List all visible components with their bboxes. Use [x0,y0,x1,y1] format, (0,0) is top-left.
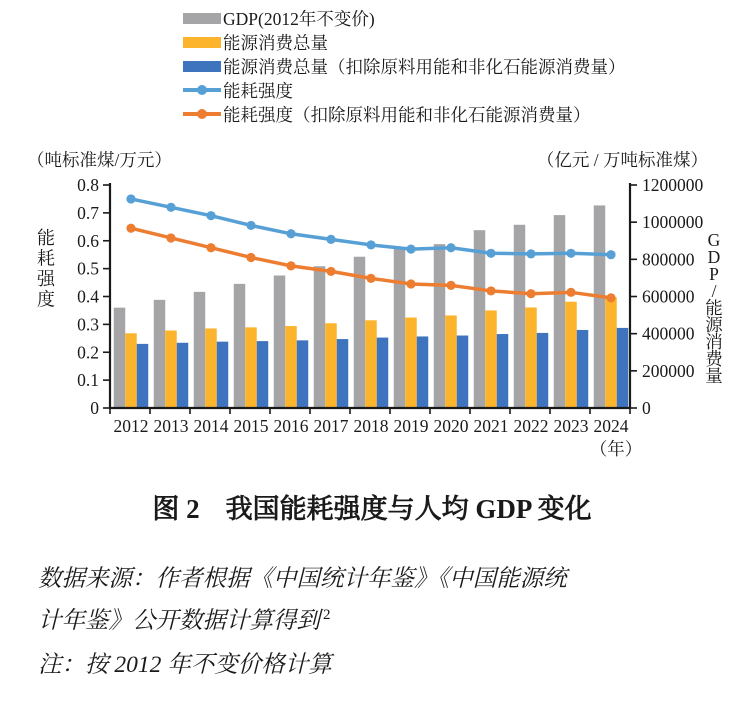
bar-2018 [354,257,366,408]
left-axis-tick-label: 0.5 [77,258,99,279]
bar-2021 [474,230,486,408]
footnote-marker: 2 [323,607,331,623]
left-axis-tick-label: 0.3 [77,314,99,335]
legend-item-label: GDP(2012年不变价) [223,8,375,29]
line-marker-dot [446,243,455,252]
bar-2019 [405,317,417,408]
line-marker-dot [486,249,495,258]
legend-item [183,78,626,102]
right-axis-tick-label: 0 [642,398,651,418]
line-marker-dot [486,286,495,295]
bar-2017 [337,339,349,408]
right-axis-tick-label: 600000 [642,286,695,307]
left-axis-tick-label: 0.6 [77,230,99,251]
bar-2020 [457,336,469,408]
bar-2024 [617,328,629,408]
figure-number: 图 2 [152,494,200,524]
x-axis-year-label: 2013 [153,416,189,436]
bar-2017 [325,323,337,408]
bar-2015 [257,341,269,408]
bar-2015 [234,284,246,408]
line-marker-dot [126,224,135,233]
figure-title: 我国能耗强度与人均 GDP 变化 [225,494,592,524]
legend-marker-dot-icon [197,109,207,119]
bar-2024 [594,205,606,408]
left-axis-tick-label: 0 [90,398,99,418]
line-marker-dot [286,261,295,270]
x-axis-year-label: 2012 [113,416,149,436]
line-marker-dot [566,249,575,258]
bar-2014 [205,328,217,408]
line-marker-dot [166,203,175,212]
left-axis-tick-label: 0.8 [77,175,99,195]
bar-2018 [365,320,377,408]
line-marker-dot [406,245,415,254]
source-line-1: 数据来源：作者根据《中国统计年鉴》《中国能源统 [38,566,567,592]
bar-2012 [114,308,126,408]
line-marker-dot [446,281,455,290]
bar-2019 [417,336,429,408]
x-axis-unit-label: （年） [589,439,643,459]
bar-2021 [485,310,497,408]
bar-2015 [245,327,257,408]
legend-line-swatch-icon [183,112,221,116]
left-axis-title-char: 度 [37,289,55,310]
data-source-text [38,561,718,639]
x-axis-year-label: 2018 [353,416,389,436]
x-axis-year-label: 2022 [513,416,549,436]
bar-2023 [565,302,577,408]
right-axis-tick-label: 1000000 [642,212,704,233]
bar-2021 [497,334,509,408]
bar-2022 [537,333,549,408]
line-marker-dot [526,249,535,258]
right-axis-title-char: G [707,230,721,250]
right-axis-tick-label: 1200000 [642,175,704,195]
left-axis-title-char: 强 [37,269,55,289]
left-axis-tick-label: 0.1 [77,370,99,391]
bar-2020 [445,315,457,408]
bar-2014 [194,292,206,408]
left-axis-tick-label: 0.2 [77,342,99,363]
legend-item-label: 能耗强度（扣除原料用能和非化石能源消费量） [223,104,591,125]
chart-canvas [0,148,744,463]
x-axis-year-label: 2017 [313,416,349,436]
bar-2019 [394,248,406,408]
bar-2017 [314,266,326,408]
legend-item-label: 能源消费总量 [223,32,328,53]
line-marker-dot [366,274,375,283]
x-axis-year-label: 2024 [593,416,629,436]
line-marker-dot [246,221,255,230]
chart-legend [183,6,626,126]
legend-line-swatch-icon [183,88,221,92]
right-axis-title-char: 能 [705,298,723,318]
x-axis-year-label: 2015 [233,416,269,436]
bar-2013 [177,343,189,408]
right-axis-tick-label: 200000 [642,360,695,381]
line-marker-dot [166,233,175,242]
line-marker-dot [326,267,335,276]
bar-2012 [125,333,137,408]
right-axis-title-char: / [711,281,717,301]
legend-item [183,30,626,54]
line-marker-dot [126,194,135,203]
line-marker-dot [526,289,535,298]
note-text: 注：按 2012 年不变价格计算 [38,652,332,678]
bar-2014 [217,342,229,408]
bar-2016 [285,326,297,408]
right-axis-title-char: 消 [705,332,723,352]
line-marker-dot [206,243,215,252]
right-axis-title-char: 费 [705,349,723,369]
right-axis-tick-label: 800000 [642,249,695,270]
bar-2013 [165,331,177,408]
legend-bar-swatch-icon [183,13,221,24]
bar-2023 [577,330,589,408]
right-axis-title-char: 源 [705,315,723,335]
line-marker-dot [366,240,375,249]
left-axis-title-char: 耗 [37,248,55,269]
x-axis-year-label: 2020 [433,416,469,436]
line-marker-dot [406,279,415,288]
bar-2024 [605,297,617,408]
left-axis-title-char: 能 [37,228,55,248]
line-marker-dot [286,229,295,238]
x-axis-year-label: 2019 [393,416,429,436]
line-marker-dot [606,293,615,302]
left-axis-tick-label: 0.4 [77,286,99,307]
line-marker-dot [246,253,255,262]
bar-2020 [434,244,446,408]
x-axis-year-label: 2021 [473,416,509,436]
legend-bar-swatch-icon [183,37,221,48]
legend-item-label: 能源消费总量（扣除原料用能和非化石能源消费量） [223,56,626,77]
legend-item-label: 能耗强度 [223,80,293,101]
legend-item [183,54,626,78]
line-marker-dot [566,288,575,297]
right-axis-title-char: D [707,247,721,267]
bar-2016 [274,276,286,408]
bar-2013 [154,300,166,408]
right-axis-tick-label: 400000 [642,323,695,344]
line-marker-dot [606,250,615,259]
legend-bar-swatch-icon [183,61,221,72]
x-axis-year-label: 2016 [273,416,309,436]
legend-marker-dot-icon [197,85,207,95]
line-marker-dot [326,235,335,244]
bar-2018 [377,338,389,408]
right-axis-title-char: P [709,264,719,284]
source-line-2: 计年鉴》公开数据计算得到 [38,607,320,634]
legend-item [183,6,626,30]
right-axis-unit-label: （亿元 / 万吨标准煤） [536,150,708,170]
figure-caption [27,487,717,526]
bar-2012 [137,344,149,408]
bar-2022 [525,307,537,408]
x-axis-year-label: 2023 [553,416,589,436]
left-axis-tick-label: 0.7 [77,202,99,223]
line-marker-dot [206,211,215,220]
left-axis-unit-label: （吨标准煤/万元） [27,150,172,170]
bar-2023 [554,215,566,408]
trend-line [131,228,611,298]
right-axis-title-char: 量 [705,366,723,386]
bar-2016 [297,340,309,408]
x-axis-year-label: 2014 [193,416,229,436]
legend-item [183,102,626,126]
